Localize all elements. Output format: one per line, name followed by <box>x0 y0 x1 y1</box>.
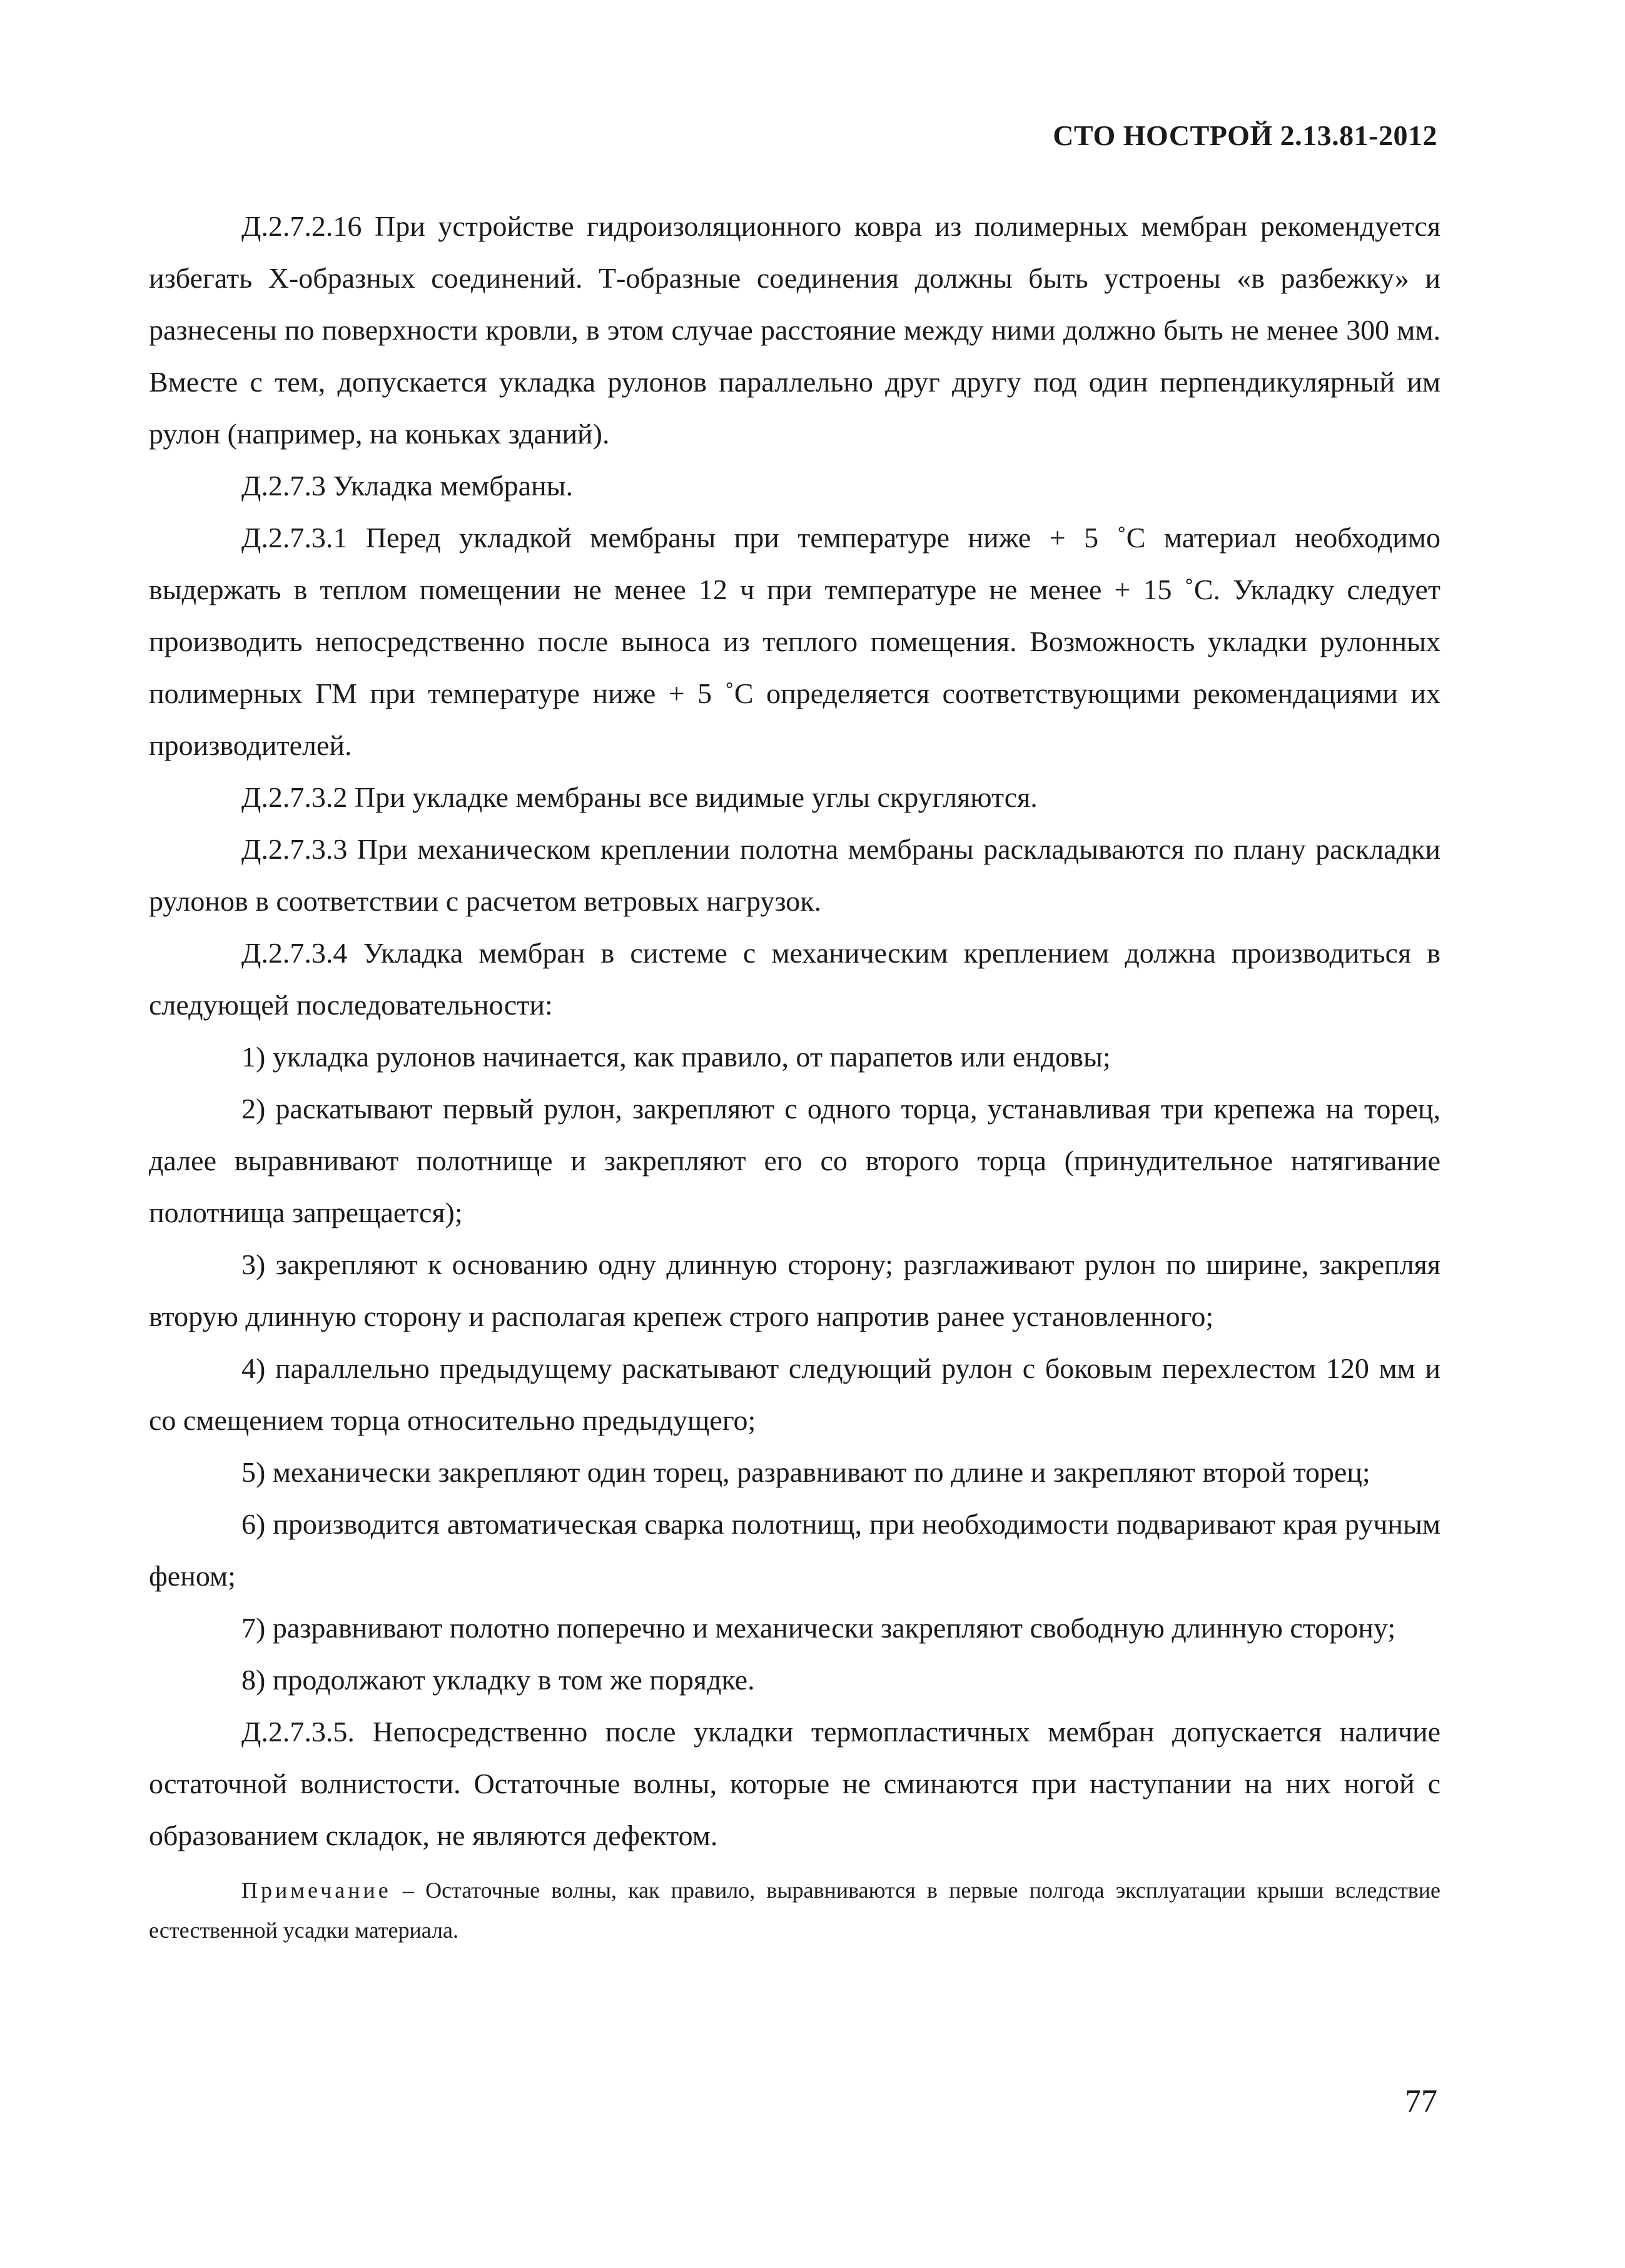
document-body <box>149 200 1440 1950</box>
document-code-header: СТО НОСТРОЙ 2.13.81-2012 <box>1053 119 1437 151</box>
section-heading-d273: Д.2.7.3 Укладка мембраны. <box>241 470 574 502</box>
paragraph-d2735: Д.2.7.3.5. Непосредственно после укладки термопластичных мембран допускается наличие остаточной волнистости. Остаточные волны, которые не сминаются при наступании на них ногой с образованием складок, не являются дефектом. <box>149 1716 1440 1851</box>
list-item-4: 4) параллельно предыдущему раскатывают следующий рулон с боковым перехлестом 120 мм и со смещением торца относительно предыдущего; <box>149 1352 1440 1436</box>
list-item-1: 1) укладка рулонов начинается, как правило, от парапетов или ендовы; <box>241 1041 1111 1073</box>
list-item-5: 5) механически закрепляют один торец, разравнивают по длине и закрепляют второй торец; <box>241 1456 1370 1488</box>
list-item-8: 8) продолжают укладку в том же порядке. <box>241 1664 755 1696</box>
list-item-6: 6) производится автоматическая сварка полотнищ, при необходимости подваривают края ручным феном; <box>149 1508 1440 1592</box>
list-item-3: 3) закрепляют к основанию одну длинную сторону; разглаживают рулон по ширине, закрепляя вторую длинную сторону и располагая крепеж строго напротив ранее установленного; <box>149 1248 1440 1332</box>
list-item-2: 2) раскатывают первый рулон, закрепляют с одного торца, устанавливая три крепежа на торец, далее выравнивают полотнище и закрепляют его со второго торца (принудительное натягивание полотнища запрещается); <box>149 1093 1440 1228</box>
note-paragraph <box>149 1870 1440 1950</box>
paragraph-d2732: Д.2.7.3.2 При укладке мембраны все видимые углы скругляются. <box>241 781 1038 813</box>
paragraph-d2731: Д.2.7.3.1 Перед укладкой мембраны при температуре ниже + 5 ˚С материал необходимо выдержать в теплом помещении не менее 12 ч при температуре не менее + 15 ˚С. Укладку следует производить непосредственно после выноса из теплого помещения. Возможность укладки рулонных полимерных ГМ при температуре ниже + 5 ˚С определяется соответствующими рекомендациями их производителей. <box>149 522 1440 761</box>
list-item-7: 7) разравнивают полотно поперечно и механически закрепляют свободную длинную сторону; <box>241 1612 1396 1644</box>
note-text: – Остаточные волны, как правило, выравниваются в первые полгода эксплуатации крыши вследствие естественной усадки материала. <box>149 1878 1440 1943</box>
paragraph-d2733: Д.2.7.3.3 При механическом креплении полотна мембраны раскладываются по плану раскладки рулонов в соответствии с расчетом ветровых нагрузок. <box>149 833 1440 917</box>
page-number: 77 <box>1405 2083 1437 2119</box>
paragraph-d2734: Д.2.7.3.4 Укладка мембран в системе с механическим креплением должна производиться в следующей последовательности: <box>149 937 1440 1021</box>
note-label: Примечание <box>241 1878 392 1903</box>
paragraph-d27216: Д.2.7.2.16 При устройстве гидроизоляционного ковра из полимерных мембран рекомендуется избегать Х-образных соединений. Т-образные соединения должны быть устроены «в разбежку» и разнесены по поверхности кровли, в этом случае расстояние между ними должно быть не менее 300 мм. Вместе с тем, допускается укладка рулонов параллельно друг другу под один перпендикулярный им рулон (например, на коньках зданий). <box>149 210 1440 450</box>
